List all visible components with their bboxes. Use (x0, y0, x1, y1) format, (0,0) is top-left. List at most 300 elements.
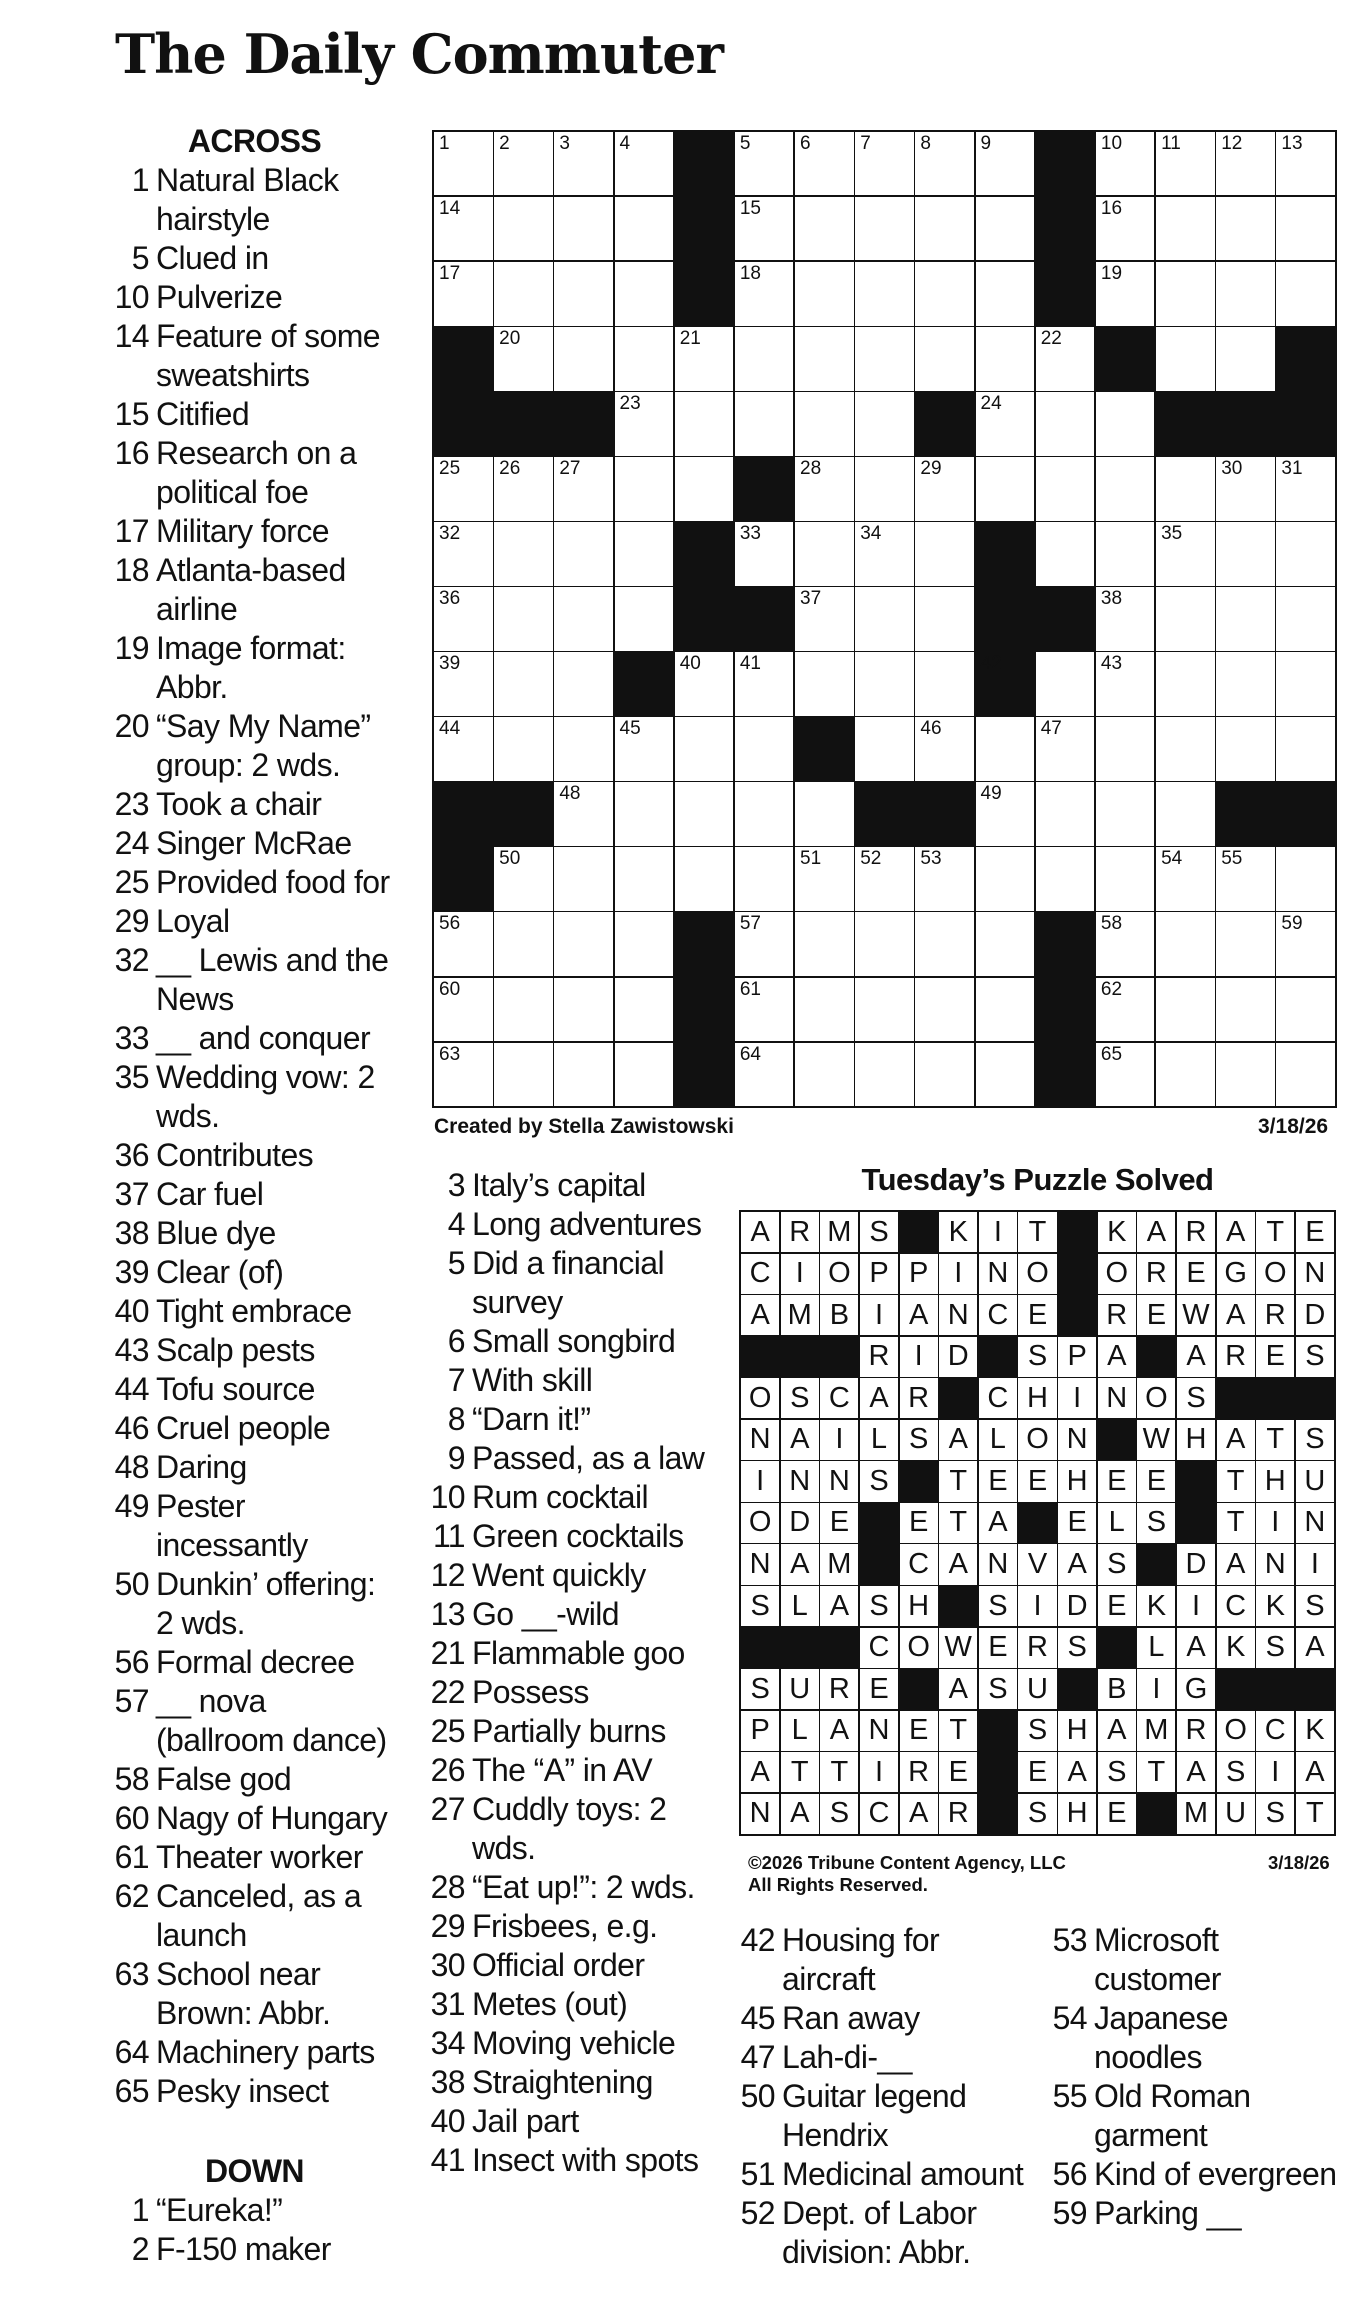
solution-block (741, 1337, 779, 1377)
grid-cell[interactable] (1276, 912, 1335, 975)
grid-cell[interactable] (1036, 392, 1095, 455)
clue-text: Pulverize (156, 279, 283, 315)
grid-cell[interactable] (1216, 847, 1275, 910)
clue-number: 36 (114, 1137, 149, 1173)
grid-cell[interactable] (494, 522, 553, 585)
solution-block (1137, 1337, 1175, 1377)
grid-cell[interactable] (795, 587, 854, 650)
grid-cell[interactable] (915, 457, 974, 520)
grid-cell[interactable] (615, 847, 674, 910)
cell-number: 52 (860, 848, 882, 870)
grid-cell[interactable] (795, 912, 854, 975)
grid-cell[interactable] (855, 652, 914, 715)
grid-cell[interactable] (795, 1043, 854, 1106)
grid-cell[interactable] (1156, 782, 1215, 845)
grid-cell[interactable] (494, 978, 553, 1041)
grid-cell[interactable] (1276, 652, 1335, 715)
clue-number: 30 (430, 1947, 465, 1983)
solution-block (820, 1628, 858, 1668)
grid-cell[interactable] (554, 522, 613, 585)
grid-cell[interactable] (1276, 132, 1335, 195)
grid-block (434, 392, 493, 455)
down-list-part1 (112, 2191, 397, 2269)
grid-block (434, 327, 493, 390)
grid-cell[interactable] (434, 457, 493, 520)
solution-letter: S (1098, 1752, 1136, 1792)
grid-cell[interactable] (494, 197, 553, 260)
clue-item (428, 1751, 718, 1790)
grid-cell[interactable] (554, 1043, 613, 1106)
grid-cell[interactable] (795, 847, 854, 910)
grid-cell[interactable] (1036, 782, 1095, 845)
grid-cell[interactable] (494, 457, 553, 520)
clue-item (428, 1478, 718, 1517)
grid-block (976, 522, 1035, 585)
grid-cell[interactable] (494, 262, 553, 325)
clue-number: 53 (1052, 1922, 1087, 1958)
grid-cell[interactable] (855, 327, 914, 390)
grid-cell[interactable] (1156, 262, 1215, 325)
grid-cell[interactable] (1036, 457, 1095, 520)
grid-cell[interactable] (915, 652, 974, 715)
clue-item (112, 2033, 397, 2072)
grid-cell[interactable] (1276, 522, 1335, 585)
grid-cell[interactable] (915, 717, 974, 780)
cell-number: 32 (439, 523, 461, 545)
grid-cell[interactable] (855, 522, 914, 585)
clue-text: Dept. of Labor division: Abbr. (782, 2195, 977, 2270)
solution-letter: A (820, 1586, 858, 1626)
grid-cell[interactable] (1216, 132, 1275, 195)
solution-letter: I (1256, 1503, 1294, 1543)
grid-cell[interactable] (976, 912, 1035, 975)
grid-cell[interactable] (1096, 197, 1155, 260)
grid-cell[interactable] (976, 1043, 1035, 1106)
grid-cell[interactable] (1096, 262, 1155, 325)
grid-cell[interactable] (1276, 587, 1335, 650)
solution-letter: A (741, 1295, 779, 1335)
grid-cell[interactable] (434, 652, 493, 715)
grid-cell[interactable] (434, 132, 493, 195)
solution-letter: I (781, 1254, 819, 1294)
solution-letter: I (1137, 1669, 1175, 1709)
grid-cell[interactable] (1276, 1043, 1335, 1106)
grid-cell[interactable] (795, 522, 854, 585)
grid-cell[interactable] (494, 327, 553, 390)
grid-cell[interactable] (1096, 132, 1155, 195)
grid-block (675, 912, 734, 975)
grid-cell[interactable] (1276, 197, 1335, 260)
cell-number: 28 (800, 458, 822, 480)
grid-cell[interactable] (494, 912, 553, 975)
grid-cell[interactable] (1156, 197, 1215, 260)
grid-cell[interactable] (735, 132, 794, 195)
grid-cell[interactable] (1096, 1043, 1155, 1106)
grid-cell[interactable] (554, 912, 613, 975)
grid-cell[interactable] (1096, 457, 1155, 520)
cell-number: 22 (1040, 328, 1062, 350)
solution-letter: A (900, 1794, 938, 1834)
grid-cell[interactable] (1156, 522, 1215, 585)
cell-number: 45 (619, 718, 641, 740)
grid-cell[interactable] (494, 847, 553, 910)
cell-number: 20 (499, 328, 521, 350)
grid-cell[interactable] (434, 197, 493, 260)
clue-text: Did a financial survey (472, 1245, 665, 1320)
cell-number: 41 (739, 653, 761, 675)
grid-cell[interactable] (1156, 847, 1215, 910)
grid-cell[interactable] (976, 132, 1035, 195)
grid-cell[interactable] (915, 132, 974, 195)
grid-cell[interactable] (1096, 978, 1155, 1041)
grid-cell[interactable] (915, 912, 974, 975)
grid-cell[interactable] (1096, 587, 1155, 650)
grid-cell[interactable] (615, 1043, 674, 1106)
grid-cell[interactable] (1036, 847, 1095, 910)
clue-text: Daring (156, 1449, 247, 1485)
clue-number: 10 (114, 279, 149, 315)
grid-cell[interactable] (1096, 522, 1155, 585)
clue-text: Loyal (156, 903, 230, 939)
grid-cell[interactable] (915, 847, 974, 910)
grid-cell[interactable] (1216, 652, 1275, 715)
clue-text: Machinery parts (156, 2034, 375, 2070)
grid-cell[interactable] (735, 262, 794, 325)
grid-cell[interactable] (735, 327, 794, 390)
grid-cell[interactable] (675, 847, 734, 910)
grid-cell[interactable] (494, 587, 553, 650)
grid-block (675, 1043, 734, 1106)
cell-number: 11 (1161, 133, 1181, 154)
grid-cell[interactable] (434, 978, 493, 1041)
grid-cell[interactable] (615, 782, 674, 845)
grid-cell[interactable] (915, 522, 974, 585)
solution-letter: N (939, 1295, 977, 1335)
grid-cell[interactable] (554, 457, 613, 520)
cell-number: 31 (1281, 458, 1303, 480)
clue-text: Flammable goo (472, 1635, 685, 1671)
grid-cell[interactable] (735, 522, 794, 585)
clue-number: 10 (430, 1479, 465, 1515)
solution-letter: N (1098, 1378, 1136, 1418)
grid-cell[interactable] (976, 197, 1035, 260)
solution-letter: A (1177, 1337, 1215, 1377)
solution-letter: N (741, 1420, 779, 1460)
grid-cell[interactable] (855, 392, 914, 455)
clue-text: __ and conquer (156, 1020, 371, 1056)
clue-number: 62 (114, 1878, 149, 1914)
solution-letter: T (939, 1461, 977, 1501)
grid-cell[interactable] (855, 457, 914, 520)
grid-cell[interactable] (1276, 717, 1335, 780)
grid-cell[interactable] (615, 392, 674, 455)
grid-cell[interactable] (1096, 847, 1155, 910)
clue-item (738, 2077, 1038, 2155)
grid-cell[interactable] (1036, 327, 1095, 390)
grid-cell[interactable] (554, 262, 613, 325)
grid-cell[interactable] (554, 978, 613, 1041)
clue-number: 42 (740, 1922, 775, 1958)
grid-cell[interactable] (554, 587, 613, 650)
grid-cell[interactable] (1216, 522, 1275, 585)
grid-cell[interactable] (1216, 457, 1275, 520)
clue-number: 51 (740, 2156, 775, 2192)
grid-cell[interactable] (915, 197, 974, 260)
clue-text: Pester incessantly (156, 1488, 308, 1563)
cell-number: 44 (439, 718, 461, 740)
grid-cell[interactable] (554, 197, 613, 260)
grid-cell[interactable] (795, 197, 854, 260)
grid-cell[interactable] (915, 262, 974, 325)
clue-item (112, 1838, 397, 1877)
grid-cell[interactable] (976, 717, 1035, 780)
solution-letter: L (979, 1420, 1017, 1460)
clue-item (112, 2230, 397, 2269)
grid-cell[interactable] (915, 1043, 974, 1106)
grid-cell[interactable] (855, 1043, 914, 1106)
grid-cell[interactable] (1216, 717, 1275, 780)
grid-cell[interactable] (615, 717, 674, 780)
clue-text: Canceled, as a launch (156, 1878, 362, 1953)
grid-cell[interactable] (735, 717, 794, 780)
grid-cell[interactable] (855, 132, 914, 195)
grid-cell[interactable] (675, 457, 734, 520)
grid-cell[interactable] (1216, 587, 1275, 650)
grid-cell[interactable] (675, 717, 734, 780)
solution-letter: S (900, 1420, 938, 1460)
grid-cell[interactable] (855, 912, 914, 975)
clue-item (112, 1019, 397, 1058)
grid-cell[interactable] (795, 262, 854, 325)
solution-letter: E (1098, 1461, 1136, 1501)
solution-letter: S (741, 1586, 779, 1626)
grid-cell[interactable] (1156, 132, 1215, 195)
grid-cell[interactable] (855, 262, 914, 325)
clue-number: 2 (131, 2231, 149, 2267)
solution-letter: T (1018, 1212, 1056, 1252)
grid-cell[interactable] (1216, 1043, 1275, 1106)
clue-item (112, 2072, 397, 2111)
grid-cell[interactable] (1156, 327, 1215, 390)
clue-number: 4 (447, 1206, 465, 1242)
grid-cell[interactable] (915, 978, 974, 1041)
solution-block (1256, 1669, 1294, 1709)
grid-cell[interactable] (494, 652, 553, 715)
grid-cell[interactable] (1036, 717, 1095, 780)
solution-letter: P (860, 1254, 898, 1294)
grid-block (675, 197, 734, 260)
grid-cell[interactable] (554, 717, 613, 780)
grid-cell[interactable] (1276, 457, 1335, 520)
grid-cell[interactable] (615, 262, 674, 325)
grid-cell[interactable] (735, 978, 794, 1041)
clue-item (738, 1999, 1038, 2038)
grid-cell[interactable] (554, 782, 613, 845)
grid-cell[interactable] (1216, 262, 1275, 325)
grid-cell[interactable] (1036, 652, 1095, 715)
copyright-notice (748, 1852, 1148, 1896)
grid-cell[interactable] (855, 587, 914, 650)
grid-cell[interactable] (675, 392, 734, 455)
grid-cell[interactable] (976, 978, 1035, 1041)
grid-cell[interactable] (1276, 847, 1335, 910)
grid-cell[interactable] (915, 587, 974, 650)
solution-block (979, 1752, 1017, 1792)
clue-item (428, 2102, 718, 2141)
grid-cell[interactable] (1276, 978, 1335, 1041)
grid-cell[interactable] (615, 197, 674, 260)
grid-cell[interactable] (1156, 652, 1215, 715)
clue-text: Go __-wild (472, 1596, 619, 1632)
clue-text: Natural Black hairstyle (156, 162, 339, 237)
clue-item (112, 1292, 397, 1331)
solution-letter: G (1217, 1254, 1255, 1294)
grid-block (494, 392, 553, 455)
grid-cell[interactable] (855, 197, 914, 260)
grid-cell[interactable] (615, 327, 674, 390)
solution-letter: P (900, 1254, 938, 1294)
solution-letter: M (820, 1212, 858, 1252)
cell-number: 9 (980, 133, 992, 154)
grid-cell[interactable] (795, 652, 854, 715)
grid-cell[interactable] (795, 978, 854, 1041)
grid-cell[interactable] (615, 912, 674, 975)
grid-cell[interactable] (1156, 1043, 1215, 1106)
grid-block (675, 522, 734, 585)
grid-cell[interactable] (795, 782, 854, 845)
grid-cell[interactable] (735, 782, 794, 845)
solution-letter: A (1217, 1544, 1255, 1584)
grid-cell[interactable] (434, 587, 493, 650)
grid-cell[interactable] (494, 717, 553, 780)
grid-cell[interactable] (795, 392, 854, 455)
grid-cell[interactable] (554, 652, 613, 715)
grid-cell[interactable] (1156, 587, 1215, 650)
grid-cell[interactable] (434, 912, 493, 975)
grid-cell[interactable] (615, 522, 674, 585)
grid-cell[interactable] (1036, 522, 1095, 585)
grid-cell[interactable] (1156, 912, 1215, 975)
clue-number: 14 (114, 318, 149, 354)
clue-text: Provided food for (156, 864, 390, 900)
grid-cell[interactable] (795, 327, 854, 390)
grid-cell[interactable] (434, 1043, 493, 1106)
cell-number: 33 (739, 523, 761, 545)
clue-item (112, 824, 397, 863)
grid-cell[interactable] (855, 847, 914, 910)
clue-item (112, 1565, 397, 1643)
cell-number: 56 (439, 913, 461, 935)
cell-number: 12 (1221, 133, 1243, 154)
grid-cell[interactable] (1216, 327, 1275, 390)
grid-cell[interactable] (675, 782, 734, 845)
grid-cell[interactable] (795, 457, 854, 520)
clue-item (738, 2038, 1038, 2077)
grid-cell[interactable] (1096, 717, 1155, 780)
grid-cell[interactable] (615, 978, 674, 1041)
grid-cell[interactable] (976, 457, 1035, 520)
cell-number: 29 (920, 458, 942, 480)
clue-text: Straightening (472, 2064, 653, 2100)
grid-cell[interactable] (1096, 652, 1155, 715)
grid-cell[interactable] (735, 197, 794, 260)
grid-cell[interactable] (735, 392, 794, 455)
grid-cell[interactable] (855, 717, 914, 780)
grid-cell[interactable] (735, 847, 794, 910)
grid-cell[interactable] (1216, 978, 1275, 1041)
solution-letter: K (1098, 1212, 1136, 1252)
grid-cell[interactable] (976, 782, 1035, 845)
grid-block (1036, 262, 1095, 325)
grid-cell[interactable] (976, 392, 1035, 455)
down-clues-column-2 (428, 1166, 718, 2180)
solution-letter: E (1018, 1295, 1056, 1335)
grid-cell[interactable] (675, 327, 734, 390)
grid-cell[interactable] (795, 132, 854, 195)
solution-letter: O (1137, 1378, 1175, 1418)
clue-item (112, 629, 397, 707)
clue-item (428, 1556, 718, 1595)
grid-cell[interactable] (915, 327, 974, 390)
clue-number: 21 (430, 1635, 465, 1671)
grid-cell[interactable] (434, 717, 493, 780)
grid-cell[interactable] (675, 652, 734, 715)
clue-item (112, 1175, 397, 1214)
solution-letter: O (1018, 1254, 1056, 1294)
clue-item (1050, 1921, 1340, 1999)
grid-cell[interactable] (735, 912, 794, 975)
cell-number: 46 (920, 718, 942, 740)
solution-letter: M (1177, 1794, 1215, 1834)
solution-letter: T (1137, 1752, 1175, 1792)
grid-cell[interactable] (1096, 912, 1155, 975)
grid-cell[interactable] (1096, 782, 1155, 845)
grid-cell[interactable] (1216, 912, 1275, 975)
grid-cell[interactable] (434, 262, 493, 325)
grid-cell[interactable] (1156, 978, 1215, 1041)
cell-number: 10 (1100, 133, 1123, 154)
grid-cell[interactable] (1216, 197, 1275, 260)
clue-item (112, 434, 397, 512)
grid-cell[interactable] (494, 132, 553, 195)
grid-cell[interactable] (976, 847, 1035, 910)
cell-number: 34 (860, 523, 882, 545)
grid-cell[interactable] (494, 1043, 553, 1106)
grid-block (1036, 1043, 1095, 1106)
solution-block (741, 1628, 779, 1668)
grid-cell[interactable] (615, 132, 674, 195)
grid-cell[interactable] (976, 262, 1035, 325)
grid-cell[interactable] (1276, 262, 1335, 325)
solution-date: 3/18/26 (1268, 1852, 1330, 1873)
grid-cell[interactable] (554, 327, 613, 390)
cell-number: 23 (619, 393, 641, 415)
grid-cell[interactable] (735, 1043, 794, 1106)
solution-letter: A (781, 1420, 819, 1460)
grid-cell[interactable] (855, 978, 914, 1041)
solution-letter: C (1217, 1586, 1255, 1626)
grid-cell[interactable] (434, 522, 493, 585)
grid-cell[interactable] (615, 587, 674, 650)
grid-cell[interactable] (554, 132, 613, 195)
grid-cell[interactable] (1156, 457, 1215, 520)
grid-cell[interactable] (976, 327, 1035, 390)
grid-cell[interactable] (554, 847, 613, 910)
grid-cell[interactable] (1096, 392, 1155, 455)
grid-cell[interactable] (735, 652, 794, 715)
grid-cell[interactable] (615, 457, 674, 520)
grid-cell[interactable] (1156, 717, 1215, 780)
